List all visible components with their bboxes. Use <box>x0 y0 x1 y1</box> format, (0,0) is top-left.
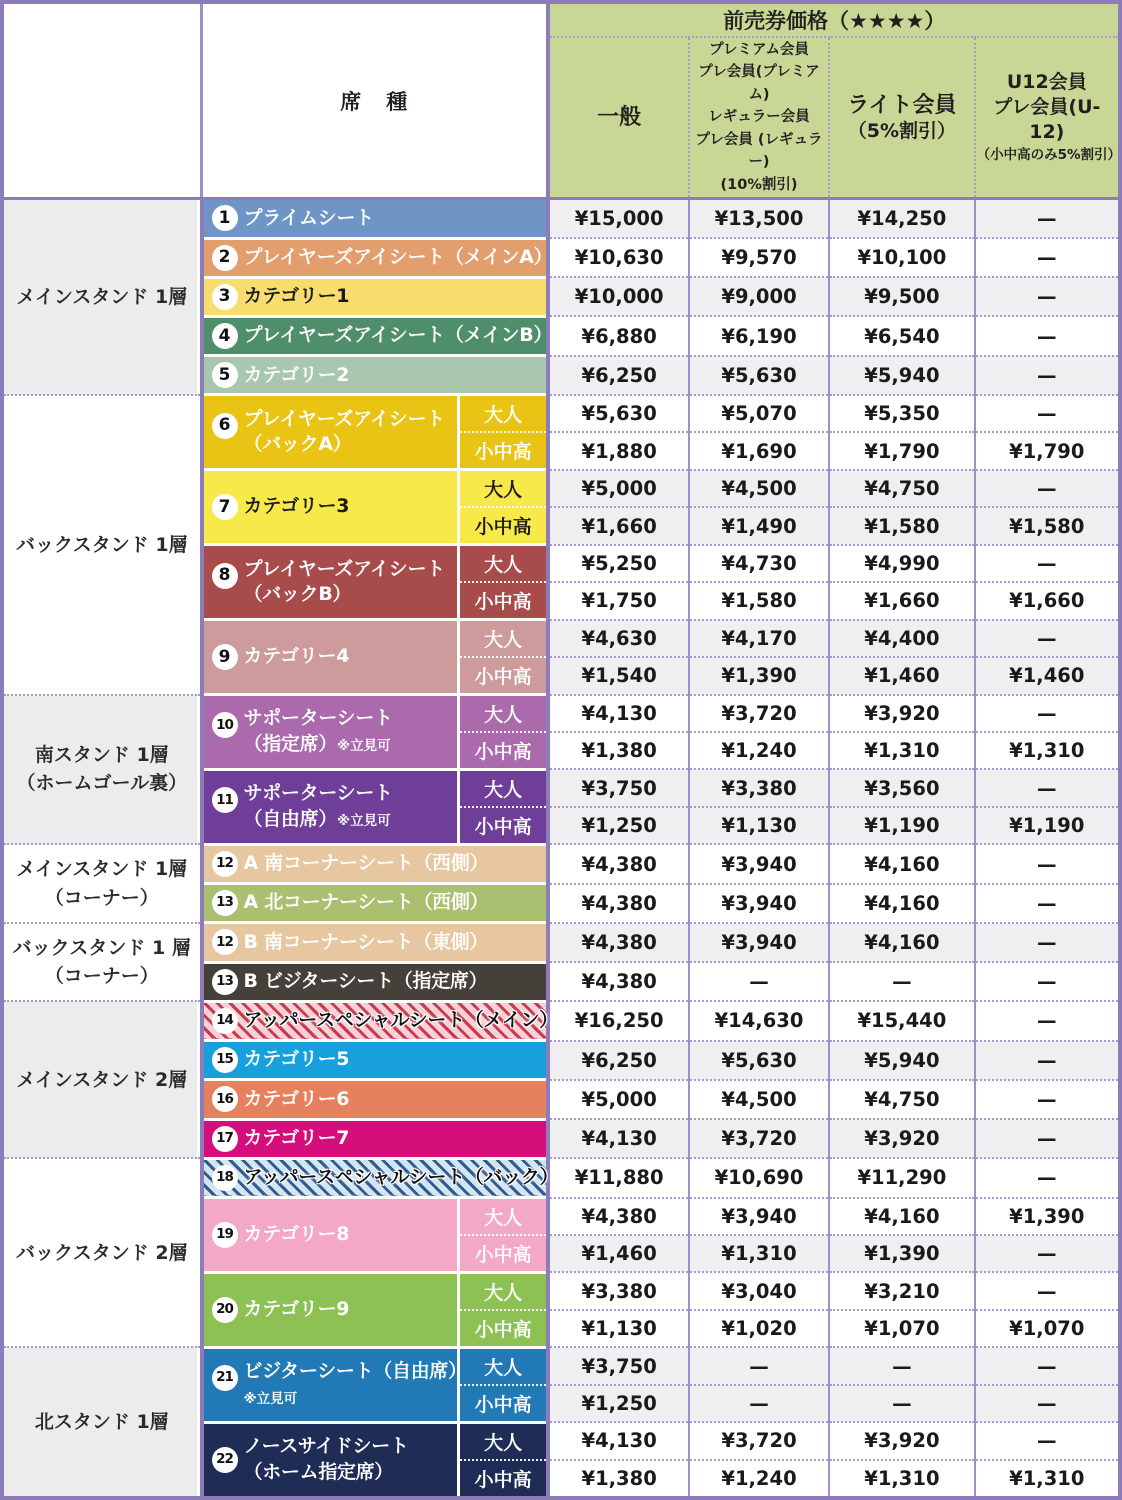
price-cell: ¥5,350 <box>829 395 974 432</box>
seat-number-badge: 15 <box>212 1047 238 1073</box>
price-cell: ¥1,070 <box>975 1310 1120 1347</box>
price-cell: ¥1,310 <box>829 1460 974 1498</box>
price-cell: — <box>975 238 1120 277</box>
price-cell: ¥1,880 <box>548 432 688 469</box>
seat-type-cell <box>202 356 549 395</box>
price-cell: — <box>975 844 1120 883</box>
price-cell: ¥11,290 <box>829 1158 974 1197</box>
seat-type-cell <box>202 395 459 470</box>
column-header-general: 一般 <box>548 37 688 199</box>
price-cell: ¥15,000 <box>548 199 688 238</box>
price-cell: ¥5,070 <box>689 395 829 432</box>
price-cell: — <box>975 1347 1120 1384</box>
age-band-cell: 小中高 <box>458 807 548 844</box>
seat-type-name: プレイヤーズアイシート （バックB） <box>243 557 445 606</box>
price-cell: ¥10,000 <box>548 277 688 316</box>
price-cell: — <box>829 962 974 1001</box>
price-cell: ¥5,630 <box>689 356 829 395</box>
seat-type-header-label: 席 種 <box>340 89 410 114</box>
price-cell: ¥1,660 <box>548 507 688 544</box>
seat-type-cell <box>202 1347 467 1422</box>
seat-type-name: カテゴリー8 <box>243 1223 350 1246</box>
seat-type-cell <box>202 238 553 277</box>
seat-number-badge: 8 <box>212 563 238 589</box>
seat-number-badge: 18 <box>212 1165 238 1191</box>
seat-number-badge: 11 <box>212 787 238 813</box>
seat-number-badge: 21 <box>212 1365 238 1391</box>
age-band-cell: 大人 <box>458 545 548 582</box>
price-cell: ¥1,660 <box>975 582 1120 619</box>
seat-type-name: カテゴリー1 <box>243 285 350 308</box>
seat-type-name: プレイヤーズアイシート（メインB） <box>243 324 553 347</box>
price-cell: ¥16,250 <box>548 1001 688 1040</box>
price-cell: ¥5,250 <box>548 545 688 582</box>
price-cell: ¥5,000 <box>548 470 688 507</box>
price-cell: ¥1,540 <box>548 657 688 694</box>
stand-section-label: メインスタンド 2層 <box>2 1001 202 1158</box>
price-cell: ¥1,490 <box>689 507 829 544</box>
price-cell: ¥1,070 <box>829 1310 974 1347</box>
seat-type-cell <box>202 316 553 355</box>
seat-type-cell <box>202 844 549 883</box>
price-cell: ¥3,380 <box>689 769 829 806</box>
seat-type-cell <box>202 1119 549 1158</box>
price-cell: ¥3,210 <box>829 1272 974 1309</box>
price-table-body <box>2 199 1120 1498</box>
age-band-cell: 大人 <box>458 395 548 432</box>
price-cell: ¥1,190 <box>829 807 974 844</box>
price-cell: ¥4,380 <box>548 884 688 923</box>
price-cell: ¥1,580 <box>975 507 1120 544</box>
price-cell: — <box>975 1119 1120 1158</box>
seat-type-name: B ビジターシート（指定席） <box>243 969 488 992</box>
age-band-cell: 小中高 <box>458 1235 548 1272</box>
stand-section-label: バックスタンド 1 層 （コーナー） <box>2 923 202 1001</box>
price-cell: ¥4,380 <box>548 1198 688 1235</box>
seat-number-badge: 10 <box>212 712 238 738</box>
price-cell: ¥1,460 <box>975 657 1120 694</box>
price-cell: ¥4,160 <box>829 884 974 923</box>
age-band-cell: 大人 <box>458 695 548 732</box>
price-cell: ¥3,940 <box>689 844 829 883</box>
seat-number-badge: 22 <box>212 1447 238 1473</box>
age-band-cell: 小中高 <box>458 507 548 544</box>
price-cell: — <box>829 1385 974 1422</box>
price-cell: ¥1,460 <box>548 1235 688 1272</box>
age-band-cell: 小中高 <box>458 657 548 694</box>
price-cell: — <box>975 1422 1120 1459</box>
price-cell: — <box>689 1347 829 1384</box>
price-cell: ¥1,390 <box>689 657 829 694</box>
price-cell: ¥1,310 <box>689 1235 829 1272</box>
price-cell: — <box>975 1158 1120 1197</box>
corner-blank-cell <box>2 2 202 199</box>
seat-type-cell <box>202 962 549 1001</box>
price-cell: ¥4,990 <box>829 545 974 582</box>
price-cell: ¥1,130 <box>689 807 829 844</box>
price-cell: ¥4,130 <box>548 695 688 732</box>
seat-type-name: カテゴリー4 <box>243 645 350 668</box>
age-band-cell: 小中高 <box>458 1310 548 1347</box>
price-row <box>2 395 1120 432</box>
price-cell: ¥1,380 <box>548 732 688 769</box>
stand-section-label: バックスタンド 2層 <box>2 1158 202 1347</box>
age-band-cell: 小中高 <box>458 732 548 769</box>
seat-number-badge: 1 <box>212 205 238 231</box>
age-band-cell: 大人 <box>458 620 548 657</box>
price-cell: ¥4,380 <box>548 844 688 883</box>
price-cell: ¥1,390 <box>975 1198 1120 1235</box>
price-cell: ¥3,920 <box>829 1119 974 1158</box>
price-cell: ¥4,630 <box>548 620 688 657</box>
price-cell: ¥10,100 <box>829 238 974 277</box>
seat-type-cell <box>202 695 459 770</box>
seat-number-badge: 7 <box>212 494 238 520</box>
price-cell: — <box>975 884 1120 923</box>
seat-type-name: A 南コーナーシート（西側） <box>243 852 489 875</box>
price-cell: — <box>689 1385 829 1422</box>
price-cell: — <box>975 1385 1120 1422</box>
price-cell: ¥1,310 <box>829 732 974 769</box>
seat-type-name: カテゴリー5 <box>243 1048 350 1071</box>
price-cell: ¥3,750 <box>548 769 688 806</box>
price-cell: ¥1,250 <box>548 807 688 844</box>
seat-number-badge: 6 <box>212 413 238 439</box>
price-cell: ¥1,460 <box>829 657 974 694</box>
price-cell: ¥4,750 <box>829 1080 974 1119</box>
price-row <box>2 695 1120 732</box>
standing-allowed-note: ※立見可 <box>243 1390 298 1407</box>
price-cell: ¥6,880 <box>548 316 688 355</box>
price-cell: ¥1,310 <box>975 732 1120 769</box>
price-cell: — <box>975 470 1120 507</box>
price-row <box>2 1158 1120 1197</box>
seat-number-badge: 12 <box>212 851 238 877</box>
price-cell: ¥4,160 <box>829 1198 974 1235</box>
age-band-cell: 大人 <box>458 769 548 806</box>
price-cell: ¥4,380 <box>548 923 688 962</box>
column-header-u12-member: U12会員 プレ会員(U-12) （小中高のみ5%割引） <box>975 37 1120 199</box>
seat-type-name: プライムシート <box>243 206 374 229</box>
price-cell: ¥14,630 <box>689 1001 829 1040</box>
price-cell: ¥6,250 <box>548 356 688 395</box>
seat-type-name: サポーターシート （指定席）※立見可 <box>243 707 393 756</box>
seat-number-badge: 2 <box>212 245 238 271</box>
stand-section-label: 南スタンド 1層 （ホームゴール裏） <box>2 695 202 845</box>
price-cell: — <box>975 395 1120 432</box>
price-cell: — <box>975 356 1120 395</box>
seat-type-name: アッパースペシャルシート（バック） <box>243 1166 559 1189</box>
price-cell: ¥9,570 <box>689 238 829 277</box>
age-band-cell: 大人 <box>458 1422 548 1459</box>
price-cell: ¥1,790 <box>975 432 1120 469</box>
price-row <box>2 1001 1120 1040</box>
price-cell: — <box>975 1041 1120 1080</box>
price-cell: ¥1,020 <box>689 1310 829 1347</box>
price-cell: — <box>829 1347 974 1384</box>
age-band-cell: 小中高 <box>458 582 548 619</box>
price-cell: ¥3,920 <box>829 1422 974 1459</box>
price-cell: ¥4,380 <box>548 962 688 1001</box>
seat-type-name: プレイヤーズアイシート（メインA） <box>243 245 553 268</box>
price-cell: ¥10,630 <box>548 238 688 277</box>
price-cell: ¥4,130 <box>548 1119 688 1158</box>
age-band-cell: 大人 <box>458 470 548 507</box>
seat-type-name: B 南コーナーシート（東側） <box>243 930 489 953</box>
price-cell: ¥1,240 <box>689 1460 829 1498</box>
price-cell: ¥4,500 <box>689 470 829 507</box>
price-cell: ¥11,880 <box>548 1158 688 1197</box>
price-cell: — <box>975 545 1120 582</box>
price-cell: — <box>975 316 1120 355</box>
price-row <box>2 844 1120 883</box>
seat-type-cell <box>202 620 459 695</box>
price-cell: ¥1,750 <box>548 582 688 619</box>
price-cell: ¥1,660 <box>829 582 974 619</box>
price-cell: ¥4,750 <box>829 470 974 507</box>
seat-number-badge: 3 <box>212 284 238 310</box>
price-cell: ¥1,580 <box>829 507 974 544</box>
price-cell: ¥1,130 <box>548 1310 688 1347</box>
standing-allowed-note: ※立見可 <box>337 812 391 829</box>
seat-number-badge: 17 <box>212 1126 238 1152</box>
price-cell: ¥1,250 <box>548 1385 688 1422</box>
price-cell: ¥4,160 <box>829 844 974 883</box>
seat-type-name: カテゴリー9 <box>243 1298 350 1321</box>
price-cell: — <box>975 962 1120 1001</box>
price-cell: ¥1,580 <box>689 582 829 619</box>
price-cell: — <box>975 769 1120 806</box>
seat-type-cell <box>202 1041 549 1080</box>
seat-type-name: サポーターシート （自由席）※立見可 <box>243 782 393 830</box>
seat-type-cell <box>202 1422 459 1498</box>
seat-type-cell <box>202 923 549 962</box>
price-cell: — <box>975 1272 1120 1309</box>
price-cell: ¥1,190 <box>975 807 1120 844</box>
table-header <box>2 2 1120 199</box>
seat-type-cell <box>202 1198 459 1273</box>
seat-type-cell <box>202 1272 459 1347</box>
seat-number-badge: 5 <box>212 362 238 388</box>
standing-allowed-note: ※立見可 <box>337 738 391 755</box>
price-cell: ¥1,790 <box>829 432 974 469</box>
price-cell: — <box>975 1001 1120 1040</box>
seat-number-badge: 4 <box>212 323 238 349</box>
seat-number-badge: 20 <box>212 1297 238 1323</box>
price-cell: ¥3,720 <box>689 695 829 732</box>
price-cell: ¥1,310 <box>975 1460 1120 1498</box>
age-band-cell: 大人 <box>458 1272 548 1309</box>
price-cell: ¥3,940 <box>689 1198 829 1235</box>
seat-type-name: カテゴリー3 <box>243 495 350 518</box>
price-cell: — <box>975 277 1120 316</box>
seat-type-name: アッパースペシャルシート（メイン） <box>243 1009 558 1032</box>
seat-number-badge: 13 <box>212 890 238 916</box>
stand-section-label: メインスタンド 1層 （コーナー） <box>2 844 202 922</box>
seat-type-cell <box>202 1158 559 1197</box>
seat-type-name: ビジターシート（自由席） ※立見可 <box>243 1360 467 1407</box>
price-cell: ¥4,400 <box>829 620 974 657</box>
price-cell: ¥1,240 <box>689 732 829 769</box>
seat-number-badge: 13 <box>212 969 238 995</box>
price-cell: ¥3,720 <box>689 1422 829 1459</box>
age-band-cell: 大人 <box>458 1198 548 1235</box>
price-cell: ¥1,380 <box>548 1460 688 1498</box>
price-cell: ¥15,440 <box>829 1001 974 1040</box>
price-cell: ¥3,940 <box>689 923 829 962</box>
seat-number-badge: 19 <box>212 1222 238 1248</box>
price-cell: ¥5,630 <box>548 395 688 432</box>
price-cell: ¥6,190 <box>689 316 829 355</box>
column-header-premium-members: プレミアム会員 プレ会員(プレミアム) レギュラー会員 プレ会員 (レギュラー) (10%割引) <box>689 37 829 199</box>
seat-type-cell <box>202 199 549 238</box>
age-band-cell: 小中高 <box>458 432 548 469</box>
seat-type-cell <box>202 1001 558 1040</box>
price-cell: ¥5,630 <box>689 1041 829 1080</box>
seat-number-badge: 9 <box>212 644 238 670</box>
column-header-light-member: ライト会員 （5%割引） <box>829 37 974 199</box>
price-cell: ¥14,250 <box>829 199 974 238</box>
price-cell: — <box>975 695 1120 732</box>
advance-price-title: 前売券価格（★★★★） <box>548 2 1120 37</box>
price-cell: ¥4,130 <box>548 1422 688 1459</box>
seat-type-cell <box>202 470 459 545</box>
seat-number-badge: 16 <box>212 1086 238 1112</box>
price-cell: ¥9,500 <box>829 277 974 316</box>
price-cell: ¥6,250 <box>548 1041 688 1080</box>
price-cell: ¥3,560 <box>829 769 974 806</box>
price-cell: ¥5,940 <box>829 1041 974 1080</box>
seat-type-name: プレイヤーズアイシート （バックA） <box>243 407 445 456</box>
price-cell: ¥10,690 <box>689 1158 829 1197</box>
price-cell: — <box>689 962 829 1001</box>
seat-type-name: カテゴリー6 <box>243 1087 350 1110</box>
price-row <box>2 199 1120 238</box>
price-cell: ¥9,000 <box>689 277 829 316</box>
stand-section-label: メインスタンド 1層 <box>2 199 202 395</box>
price-cell: ¥3,940 <box>689 884 829 923</box>
seat-number-badge: 12 <box>212 929 238 955</box>
price-row <box>2 1347 1120 1384</box>
stand-section-label: 北スタンド 1層 <box>2 1347 202 1498</box>
price-cell: ¥3,040 <box>689 1272 829 1309</box>
seat-type-cell <box>202 277 549 316</box>
price-cell: ¥13,500 <box>689 199 829 238</box>
seat-type-cell <box>202 545 459 620</box>
price-cell: ¥6,540 <box>829 316 974 355</box>
seat-type-name: カテゴリー7 <box>243 1126 350 1149</box>
price-cell: ¥1,390 <box>829 1235 974 1272</box>
seat-number-badge: 14 <box>212 1008 238 1034</box>
seat-type-name: ノースサイドシート （ホーム指定席） <box>243 1435 409 1483</box>
stand-section-label: バックスタンド 1層 <box>2 395 202 695</box>
price-cell: ¥3,750 <box>548 1347 688 1384</box>
price-cell: ¥5,000 <box>548 1080 688 1119</box>
age-band-cell: 小中高 <box>458 1385 548 1422</box>
price-cell: ¥3,380 <box>548 1272 688 1309</box>
seat-type-cell <box>202 884 549 923</box>
seat-type-header-cell <box>202 2 549 199</box>
price-cell: ¥5,940 <box>829 356 974 395</box>
price-row <box>2 923 1120 962</box>
price-cell: — <box>975 1235 1120 1272</box>
seat-type-cell <box>202 769 459 844</box>
price-cell: ¥1,690 <box>689 432 829 469</box>
age-band-cell: 大人 <box>458 1347 548 1384</box>
price-cell: ¥3,720 <box>689 1119 829 1158</box>
price-cell: ¥3,920 <box>829 695 974 732</box>
price-cell: — <box>975 1080 1120 1119</box>
price-cell: ¥4,160 <box>829 923 974 962</box>
price-cell: — <box>975 923 1120 962</box>
price-cell: ¥4,500 <box>689 1080 829 1119</box>
price-cell: ¥4,170 <box>689 620 829 657</box>
seat-type-name: A 北コーナーシート（西側） <box>243 891 489 914</box>
age-band-cell: 小中高 <box>458 1460 548 1498</box>
price-cell: ¥4,730 <box>689 545 829 582</box>
price-cell: — <box>975 620 1120 657</box>
seat-type-cell <box>202 1080 549 1119</box>
price-cell: — <box>975 199 1120 238</box>
seat-type-name: カテゴリー2 <box>243 363 350 386</box>
